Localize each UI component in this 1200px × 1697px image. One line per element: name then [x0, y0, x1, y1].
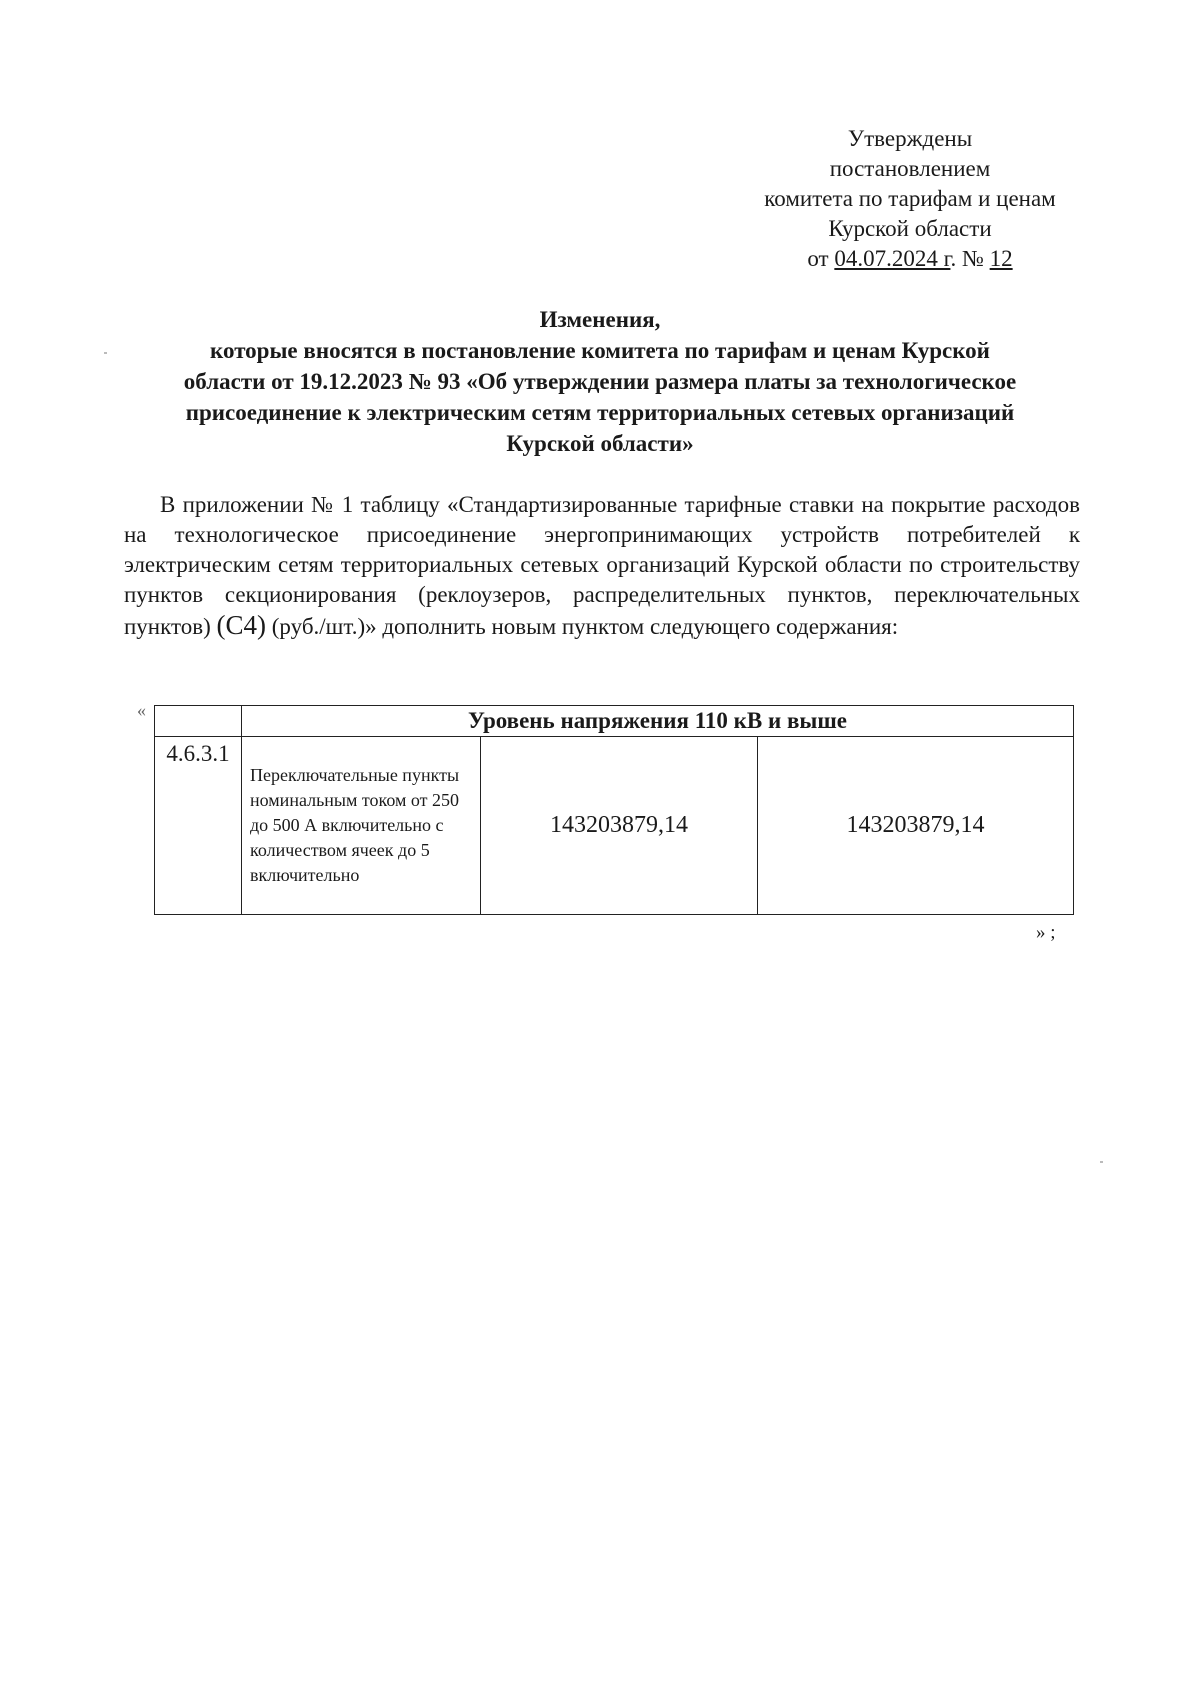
document-heading: [110, 304, 1090, 459]
paragraph-text: В приложении № 1 таблицу «Стандартизированные тарифные ставки на покрытие расходов на технологическое присоединение энергопринимающих устройств потребителей к электрическим сетям территориальных сетевых организаций Курской области по строительству пунктов секционирования (реклоузеров, распределительных пунктов, переключательных пунктов): [124, 492, 1080, 639]
row-value-2: 143203879,14: [758, 737, 1074, 915]
approval-number-sign: . №: [950, 246, 990, 271]
heading-line-4: присоединение к электрическим сетям территориальных сетевых организаций: [185, 400, 1015, 425]
approval-line-committee: комитета по тарифам и ценам: [764, 186, 1056, 211]
body-paragraph: [124, 490, 1080, 642]
approval-number: 12: [989, 246, 1013, 271]
approval-line-resolution: постановлением: [829, 156, 991, 181]
paragraph-c4-label: (С4): [216, 610, 267, 640]
table-header-row: [155, 706, 1074, 737]
scan-speck: [104, 352, 107, 354]
tariff-table: [154, 705, 1074, 915]
approval-date-prefix: от: [807, 246, 835, 271]
closing-quote: » ;: [1036, 922, 1056, 943]
heading-line-3: области от 19.12.2023 № 93 «Об утверждении размера платы за технологическое: [183, 369, 1017, 394]
heading-line-5: Курской области»: [506, 431, 694, 456]
heading-title: Изменения,: [539, 307, 661, 332]
heading-line-2: которые вносятся в постановление комитета по тарифам и ценам Курской: [210, 338, 990, 363]
approval-line-approved: Утверждены: [847, 126, 973, 151]
opening-quote: «: [137, 700, 146, 720]
row-value-1: 143203879,14: [481, 737, 758, 915]
row-number: 4.6.3.1: [155, 737, 242, 915]
approval-block: [740, 124, 1080, 274]
approval-date: 04.07.2024 г: [834, 246, 951, 271]
approval-line-region: Курской области: [828, 216, 992, 241]
paragraph-tail: (руб./шт.)» дополнить новым пунктом следующего содержания:: [271, 614, 899, 639]
row-description: Переключательные пункты номинальным током от 250 до 500 А включительно с количеством ячеек до 5 включительно: [242, 737, 481, 915]
table-row: [155, 737, 1074, 915]
header-voltage-level: Уровень напряжения 110 кВ и выше: [242, 706, 1074, 737]
approval-date-line: [740, 244, 1080, 274]
scan-speck: [1100, 1161, 1103, 1163]
header-blank-cell: [155, 706, 242, 737]
